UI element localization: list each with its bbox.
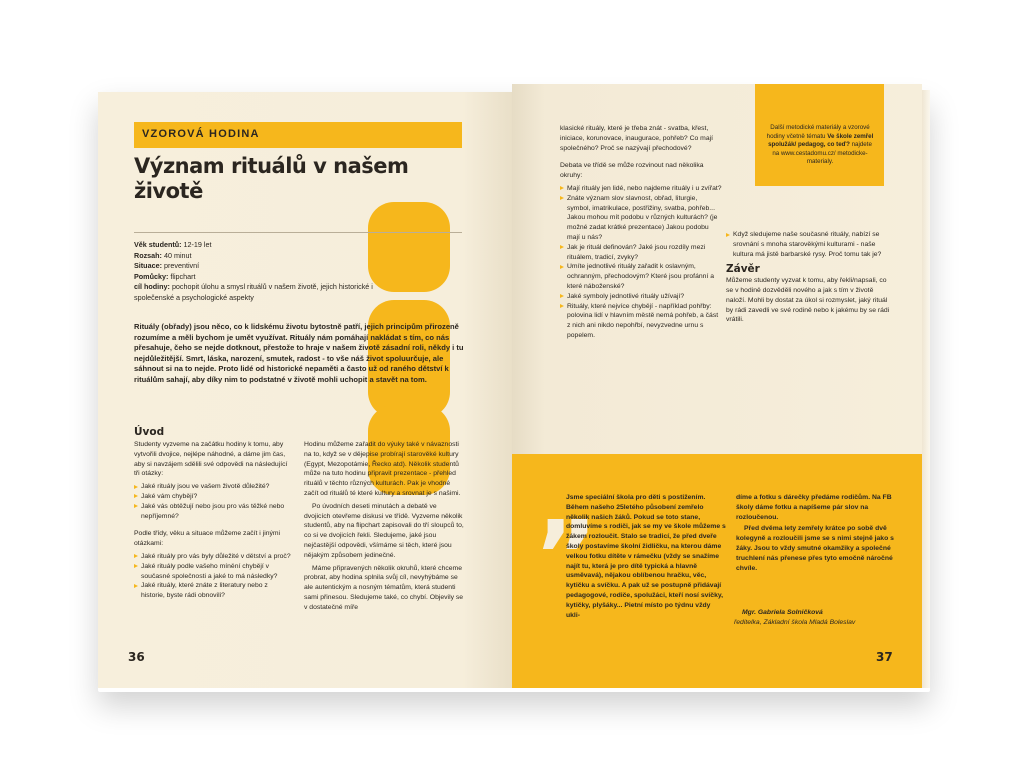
page-number: 36 bbox=[128, 650, 145, 664]
page-edge bbox=[922, 90, 930, 688]
list-item: Když sledujeme naše současné rituály, nabízí se srovnání s mnoha starověkými kulturami - naše kultura má jistě barbarské rysy. Proč tomu tak je? bbox=[726, 230, 890, 259]
intro-heading: Úvod bbox=[134, 426, 165, 438]
paragraph: Hodinu můžeme zařadit do výuky také v návaznosti na to, když se v dějepise probírají starověké kultury (Egypt, Mezopotámie, Řecko atd). Několik studentů může na tuto hodinu připravit prezentace - přehled rituálů v těchto různých kulturách. Pak je vhodné začít od rituálů té které kultury a srovnat je s našimi. bbox=[304, 441, 461, 497]
page-number: 37 bbox=[876, 650, 893, 664]
text-column-4 bbox=[726, 230, 890, 328]
paragraph: Po úvodních deseti minutách a debatě ve dvojicích otevřeme diskusi ve třídě. Vyzveme několik studentů, aby na flipchart zapisovali do tří sloupců to, co si ve dvojicích řekli. Sledujeme, jaké jsou nejčastější odpovědi, všímáme si těch, které jsou nějakým způsobem jedinečné. bbox=[304, 502, 464, 559]
list-item: Jaké rituály podle vašeho mínění chybějí v současné společnosti a jaké to má následky? bbox=[134, 562, 292, 582]
text-column-3 bbox=[560, 124, 722, 341]
quote-mark: „ bbox=[536, 448, 600, 560]
list-item: Jak je rituál definován? Jaké jsou rozdíly mezi rituálem, tradicí, zvyky? bbox=[560, 243, 722, 263]
quote-column-2 bbox=[736, 493, 896, 575]
conclusion-heading: Závěr bbox=[726, 263, 760, 276]
paragraph: klasické rituály, které je třeba znát - svatba, křest, iniciace, korunovace, inaugurace, pohřeb? Co mají společného? Proč se nazývají přechodové? bbox=[560, 125, 714, 152]
list-item: Mají rituály jen lidé, nebo najdeme rituály i u zvířat? bbox=[560, 184, 722, 194]
list-item: Umíte jednotlivé rituály zařadit k oslavným, ochranným, přechodovým? Které jsou profánní a které náboženské? bbox=[560, 262, 722, 291]
paragraph: Debata ve třídě se může rozvinout nad několika okruhy: bbox=[560, 162, 704, 180]
list-item: Znáte význam slov slavnost, obřad, liturgie, symbol, imatrikulace, postřižiny, svatba, pohřeb... Jakou mohou mít podobu v různých kulturách? (je možné zadat krátké prezentace) Jakou podobu mají u nás? bbox=[560, 194, 722, 243]
list-item: Jaké rituály jsou ve vašem životě důležité? bbox=[134, 482, 292, 492]
list-item: Jaké vás obtěžují nebo jsou pro vás těžké nebo nepříjemné? bbox=[134, 502, 292, 522]
section-label: VZOROVÁ HODINA bbox=[142, 128, 260, 140]
paragraph: Můžeme studenty vyzvat k tomu, aby řekli/napsali, co se v hodině dozvěděli nového a jak s tím v životě naloží. Mohli by dostat za úkol si rozmyslet, jaký rituál by rádi zavedli ve své rodině nebo k jakému by se rádi vrátili. bbox=[726, 277, 890, 324]
paragraph: Studenty vyzveme na začátku hodiny k tomu, aby vytvořili dvojice, nejlépe náhodné, a dáme jim čas, aby si navzájem sdělili své odpovědi na následující tři otázky: bbox=[134, 441, 288, 478]
text-column-1 bbox=[134, 440, 292, 601]
paragraph: Máme připravených několik okruhů, které chceme probrat, aby hodina splnila svůj cíl, nevyhýbáme se ale autentickým a nosným tématům, která studenti sami přinesou. Sledujeme také, co chybí. Objevily se v dostatečné míře bbox=[304, 564, 464, 611]
article-title: Význam rituálů v našem životě bbox=[134, 154, 409, 203]
quote-signature: Mgr. Gabriela Solničková ředitelka, Základní škola Mladá Boleslav bbox=[734, 609, 856, 626]
lesson-meta: Věk studentů: 12-19 let Rozsah: 40 minut Situace: preventivní Pomůcky: flipchart cíl hodiny: pochopit úlohu a smysl rituálů v našem životě, jejich historické i společenské a psychologické aspekty bbox=[134, 240, 373, 302]
quote-column-1: Jsme speciální škola pro děti s postižením. Během našeho 25letého působení zemřelo několik našich žáků. Pokud se toto stane, domluvíme s rodiči, jak se my ve škole můžeme s žákem rozloučit. Stalo se tradicí, že před dveře školy postavíme školní židličku, na kterou dáme velkou fotku dítěte v rámečku (vždy se snažíme najít tu, která je pro dítě typická a hlavně usměvavá), nějakou oblíbenou hračku, věc, kytičku a svíčku. A pak už se postupně přidávají pedagogové, rodiče, spolužáci, kteří nosí svíčky, kytičky, plyšáky... Pietní místo po týdnu vždy ukli- bbox=[566, 494, 726, 619]
list-item: Jaké rituály, které znáte z literatury nebo z historie, byste rádi obnovili? bbox=[134, 581, 292, 601]
info-text: Další metodické materiály a vzorové hodiny včetně tématu Ve škole zemřel spolužák/ pedagog, co teď? najdete na www.cestadomu.cz/ metodicke-materialy. bbox=[766, 124, 874, 166]
list-item: Rituály, které nejvíce chybějí - například pohřby: polovina lidí v hlavním městě nemá pohřeb, a část z nich ani nikdo nepohřbí, nevyzvedne urnu s popelem. bbox=[560, 302, 722, 341]
lead-paragraph: Rituály (obřady) jsou něco, co k lidskému životu bytostně patří, jejich principům přirozeně rozumíme a měli bychom je umět využívat. Rituály nám pomáhají nakládat s tím, co nás přesahuje, čeho se nejde dotknout, přestože to hraje v našem životě zásadní roli, někdy i tu nejdůležitější. Smrt, láska, narození, smutek, radost - to vše náš život spoluurčuje, ale sáhnout si na to nejde. Proto lidé od historické nepaměti a často už od raného dětství k rituálům sahají, aby díky nim to podstatné v životě mohli uchopit a stavět na tom. bbox=[134, 322, 464, 384]
list-item: Jaké vám chybějí? bbox=[134, 492, 292, 502]
left-page bbox=[98, 92, 512, 688]
paragraph: Před dvěma lety zemřely krátce po sobě dvě kolegyně a rozloučili jsme se s nimi stejně jako s žáky. Jsou to vždy smutné okamžiky a společné truchlení nás přenese přes tyto emočně náročné chvíle. bbox=[736, 525, 894, 572]
list-item: Jaké symboly jednotlivé rituály užívají? bbox=[560, 292, 722, 302]
list-item: Jaké rituály pro vás byly důležité v dětství a proč? bbox=[134, 552, 292, 562]
paragraph: díme a fotku s dárečky předáme rodičům. Na FB školy dáme fotku a napíšeme pár slov na rozloučenou. bbox=[736, 494, 892, 521]
right-page bbox=[512, 84, 922, 688]
text-column-2 bbox=[304, 440, 464, 616]
paragraph: Podle třídy, věku a situace můžeme začít i jinými otázkami: bbox=[134, 530, 281, 548]
decorative-shape bbox=[368, 202, 450, 292]
divider bbox=[134, 232, 462, 233]
